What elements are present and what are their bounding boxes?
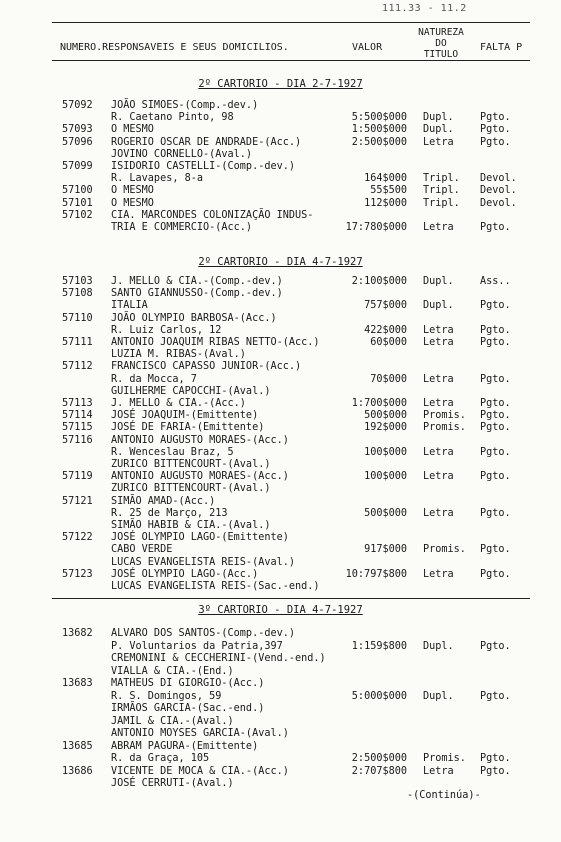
entry-number: 57121 (62, 495, 93, 507)
entry-row (0, 398, 561, 410)
entry-valor: 55$500 (370, 185, 407, 197)
entry-valor: 60$000 (370, 337, 407, 348)
entry-row (0, 778, 561, 790)
entry-number: 57096 (62, 136, 93, 148)
entry-name: R. Wenceslau Braz, 5 (111, 446, 234, 458)
entry-row (0, 766, 561, 778)
entry-number: 57100 (62, 185, 93, 197)
entry-name: R. Caetano Pinto, 98 (111, 112, 234, 124)
entry-name: CIA. MARCONDES COLONIZAÇÃO INDUS- (111, 209, 314, 221)
continua-footer: -(Continúa)- (407, 790, 481, 801)
entry-valor: 757$000 (364, 300, 407, 312)
entry-number: 57101 (62, 197, 93, 209)
entry-name: VIALLA & CIA.-(End.) (111, 665, 234, 677)
entry-number: 57111 (62, 337, 93, 348)
entry-falta: Pgto. (480, 410, 511, 422)
entry-row (0, 520, 561, 532)
entry-row (0, 483, 561, 495)
entry-number: 57103 (62, 276, 93, 287)
entry-name: TRIA E COMMERCIO-(Acc.) (111, 222, 253, 233)
entry-number: 57110 (62, 312, 93, 324)
entry-row (0, 703, 561, 715)
entry-falta: Pgto. (480, 640, 511, 652)
entry-falta: Devol. (480, 197, 517, 209)
entry-row (0, 557, 561, 569)
entry-row (0, 728, 561, 740)
entry-name: R. Luiz Carlos, 12 (111, 324, 222, 336)
entry-row (0, 666, 561, 678)
entry-number: 57123 (62, 568, 93, 580)
entry-tipo: Promis. (423, 544, 466, 556)
entry-falta: Pgto. (480, 124, 511, 136)
entry-tipo: Letra (423, 337, 454, 348)
entry-name: ZURICO BITTENCOURT-(Aval.) (111, 459, 271, 470)
entry-row (0, 544, 561, 556)
entry-valor: 100$000 (364, 471, 407, 483)
header-falta: FALTA P (480, 42, 523, 53)
entry-row (0, 173, 561, 185)
entry-name: VICENTE DE MOCA & CIA.-(Acc.) (111, 765, 289, 777)
entry-name: ANTONIO AUGUSTO MORAES-(Acc.) (111, 471, 289, 483)
entry-valor: 422$000 (364, 324, 407, 336)
entry-row (0, 459, 561, 471)
entry-name: ALVARO DOS SANTOS-(Comp.-dev.) (111, 628, 296, 639)
entry-name: J. MELLO & CIA.-(Acc.) (111, 398, 246, 409)
entry-name: IRMÃOS GARCIA-(Sac.-end.) (111, 703, 265, 714)
entry-name: ANTONIO MOYSES GARCIA-(Aval.) (111, 728, 289, 739)
entry-valor: 1:500$000 (351, 124, 407, 136)
section-title: 2º CARTORIO - DIA 2-7-1927 (198, 78, 363, 90)
entry-valor: 1:700$000 (351, 398, 407, 409)
header-tipo (410, 27, 472, 60)
entry-number: 57108 (62, 288, 93, 300)
entry-row (0, 569, 561, 581)
entry-row (0, 471, 561, 483)
entry-tipo: Letra (423, 765, 454, 777)
entry-row (0, 374, 561, 386)
entry-number: 57113 (62, 398, 93, 409)
entry-falta: Pgto. (480, 324, 511, 336)
entry-tipo: Letra (423, 471, 454, 483)
entry-number: 57119 (62, 471, 93, 483)
section-rule (52, 598, 530, 599)
entry-name: R. 25 de Março, 213 (111, 507, 228, 519)
header-columns-left: NUMERO.RESPONSAVEIS E SEUS DOMICILIOS. (60, 42, 289, 53)
entry-name: JOSÉ JOAQUIM-(Emittente) (111, 410, 259, 422)
header-tipo-line: TITULO (423, 49, 459, 60)
entry-row (0, 112, 561, 124)
entry-name: JOÃO SIMOES-(Comp.-dev.) (111, 100, 259, 111)
entry-falta: Pgto. (480, 337, 511, 348)
entry-row (0, 288, 561, 300)
entry-number: 57122 (62, 532, 93, 544)
entry-row (0, 641, 561, 653)
entry-name: ISIDORIO CASTELLI-(Comp.-dev.) (111, 161, 296, 172)
entry-falta: Pgto. (480, 765, 511, 777)
entry-tipo: Tripl. (423, 173, 460, 185)
entry-valor: 70$000 (370, 373, 407, 385)
entry-valor: 2:707$800 (351, 765, 407, 777)
entry-tipo: Tripl. (423, 185, 460, 197)
entry-tipo: Tripl. (423, 197, 460, 209)
entry-falta: Pgto. (480, 507, 511, 519)
entry-name: SIMÃO AMAD-(Acc.) (111, 495, 216, 507)
entry-name: LUCAS EVANGELISTA REIS-(Aval.) (111, 556, 296, 568)
entry-name: ROGERIO OSCAR DE ANDRADE-(Acc.) (111, 136, 302, 148)
entry-falta: Pgto. (480, 446, 511, 458)
entry-name: MATHEUS DI GIORGIO-(Acc.) (111, 678, 265, 689)
entry-row (0, 447, 561, 459)
entry-number: 57112 (62, 361, 93, 373)
entry-row (0, 313, 561, 325)
entry-number: 13682 (62, 628, 93, 639)
entry-name: R. da Mocca, 7 (111, 373, 197, 385)
entry-name: JOSÉ OLYMPIO LAGO-(Acc.) (111, 568, 259, 580)
entry-valor: 164$000 (364, 173, 407, 185)
entry-name: JOSÉ DE FARIA-(Emittente) (111, 422, 265, 434)
entry-falta: Pgto. (480, 690, 511, 702)
entry-falta: Pgto. (480, 422, 511, 434)
entry-row (0, 185, 561, 197)
entry-row (0, 581, 561, 593)
entry-valor: 500$000 (364, 507, 407, 519)
entry-falta: Devol. (480, 185, 517, 197)
entry-name: CABO VERDE (111, 544, 173, 556)
entry-name: JOSÉ CERRUTI-(Aval.) (111, 778, 234, 789)
entry-row (0, 508, 561, 520)
entry-falta: Pgto. (480, 753, 511, 764)
entry-tipo: Letra (423, 136, 454, 148)
entry-tipo: Dupl. (423, 690, 454, 702)
entry-tipo: Dupl. (423, 276, 454, 287)
section-title: 2º CARTORIO - DIA 4-7-1927 (198, 256, 363, 268)
entry-number: 13686 (62, 765, 93, 777)
top-rule (52, 22, 530, 23)
entry-falta: Pgto. (480, 471, 511, 483)
entry-valor: 192$000 (364, 422, 407, 434)
entry-number: 13683 (62, 678, 93, 689)
entry-tipo: Dupl. (423, 124, 454, 136)
entry-number: 57093 (62, 124, 93, 136)
entry-falta: Pgto. (480, 398, 511, 409)
entry-name: FRANCISCO CAPASSO JUNIOR-(Acc.) (111, 361, 302, 373)
entry-number: 57102 (62, 209, 93, 221)
entry-row (0, 386, 561, 398)
header-valor: VALOR (352, 42, 383, 53)
entry-row (0, 410, 561, 422)
entry-falta: Pgto. (480, 544, 511, 556)
entry-tipo: Letra (423, 398, 454, 409)
entry-valor: 2:100$000 (351, 276, 407, 287)
entry-row (0, 161, 561, 173)
entry-tipo: Dupl. (423, 300, 454, 312)
entry-name: SIMÃO HABIB & CIA.-(Aval.) (111, 520, 271, 531)
entry-name: GUILHERME CAPOCCHI-(Aval.) (111, 385, 271, 397)
entry-row (0, 361, 561, 373)
entry-tipo: Letra (423, 373, 454, 385)
entry-row (0, 325, 561, 337)
entry-tipo: Letra (423, 446, 454, 458)
page-top-mark: 111.33 - 11.2 (382, 3, 467, 14)
entry-name: LUZIA M. RIBAS-(Aval.) (111, 349, 246, 361)
entry-falta: Pgto. (480, 373, 511, 385)
entry-tipo: Dupl. (423, 112, 454, 124)
entry-row (0, 496, 561, 508)
entry-valor: 10:797$800 (345, 568, 407, 580)
entry-number: 57099 (62, 161, 93, 172)
entry-row (0, 653, 561, 665)
entry-row (0, 149, 561, 161)
entry-name: R. Lavapes, 8-a (111, 173, 204, 185)
entry-row (0, 337, 561, 349)
entry-row (0, 137, 561, 149)
entry-number: 57116 (62, 434, 93, 446)
entry-row (0, 716, 561, 728)
entry-falta: Devol. (480, 173, 517, 185)
entry-valor: 1:159$800 (351, 640, 407, 652)
entry-tipo: Promis. (423, 422, 466, 434)
entry-row (0, 210, 561, 222)
entry-name: O MESMO (111, 197, 154, 209)
entry-row (0, 276, 561, 288)
entry-row (0, 222, 561, 234)
entry-name: ZURICO BITTENCOURT-(Aval.) (111, 483, 271, 495)
entry-name: JOSÉ OLYMPIO LAGO-(Emittente) (111, 532, 289, 544)
entry-falta: Pgto. (480, 222, 511, 233)
entry-row (0, 422, 561, 434)
entry-row (0, 691, 561, 703)
entry-name: JOÃO OLYMPIO BARBOSA-(Acc.) (111, 312, 277, 324)
entry-valor: 2:500$000 (351, 753, 407, 764)
entry-name: JOVINO CORNELLO-(Aval.) (111, 148, 253, 160)
entry-valor: 2:500$000 (351, 136, 407, 148)
entry-tipo: Promis. (423, 753, 466, 764)
entry-falta: Pgto. (480, 300, 511, 312)
entry-tipo: Promis. (423, 410, 466, 422)
entry-row (0, 124, 561, 136)
entry-row (0, 100, 561, 112)
entry-name: J. MELLO & CIA.-(Comp.-dev.) (111, 276, 283, 287)
entry-falta: Pgto. (480, 112, 511, 124)
entry-row (0, 198, 561, 210)
entry-row (0, 678, 561, 690)
entry-name: ABRAM PAGURA-(Emittente) (111, 740, 259, 752)
entry-number: 57115 (62, 422, 93, 434)
entry-tipo: Letra (423, 324, 454, 336)
entry-name: SANTO GIANNUSSO-(Comp.-dev.) (111, 288, 283, 300)
entry-falta: Pgto. (480, 568, 511, 580)
entry-valor: 112$000 (364, 197, 407, 209)
entry-valor: 100$000 (364, 446, 407, 458)
entry-row (0, 628, 561, 640)
entry-row (0, 349, 561, 361)
entry-falta: Ass.. (480, 276, 511, 287)
section-title: 3º CARTORIO - DIA 4-7-1927 (198, 604, 363, 616)
entry-name: O MESMO (111, 124, 154, 136)
entry-number: 13685 (62, 740, 93, 752)
entry-tipo: Dupl. (423, 640, 454, 652)
entry-name: O MESMO (111, 185, 154, 197)
entry-number: 57092 (62, 100, 93, 111)
entry-tipo: Letra (423, 568, 454, 580)
entry-row (0, 300, 561, 312)
entry-name: ANTONIO JOAQUIM RIBAS NETTO-(Acc.) (111, 337, 320, 348)
entry-row (0, 532, 561, 544)
entry-name: ANTONIO AUGUSTO MORAES-(Acc.) (111, 434, 289, 446)
header-tipo-line: NATUREZA (418, 27, 464, 38)
header-rule (52, 60, 530, 61)
entry-valor: 5:500$000 (351, 112, 407, 124)
entry-valor: 5:000$000 (351, 690, 407, 702)
entry-name: CREMONINI & CECCHERINI-(Vend.-end.) (111, 653, 326, 664)
entry-name: ITALIA (111, 300, 148, 312)
entry-name: R. da Graça, 105 (111, 753, 210, 764)
entry-row (0, 741, 561, 753)
header-tipo-line: DO (435, 38, 447, 49)
entry-valor: 500$000 (364, 410, 407, 422)
entry-valor: 17:780$000 (345, 222, 407, 233)
entry-falta: Pgto. (480, 136, 511, 148)
entry-tipo: Letra (423, 507, 454, 519)
entry-name: JAMIL & CIA.-(Aval.) (111, 715, 234, 727)
entry-name: P. Voluntarios da Patria,397 (111, 640, 283, 652)
entry-row (0, 753, 561, 765)
entry-name: LUCAS EVANGELISTA REIS-(Sac.-end.) (111, 581, 320, 592)
entry-valor: 917$000 (364, 544, 407, 556)
entry-tipo: Letra (423, 222, 454, 233)
entry-number: 57114 (62, 410, 93, 422)
entry-name: R. S. Domingos, 59 (111, 690, 222, 702)
entry-row (0, 435, 561, 447)
